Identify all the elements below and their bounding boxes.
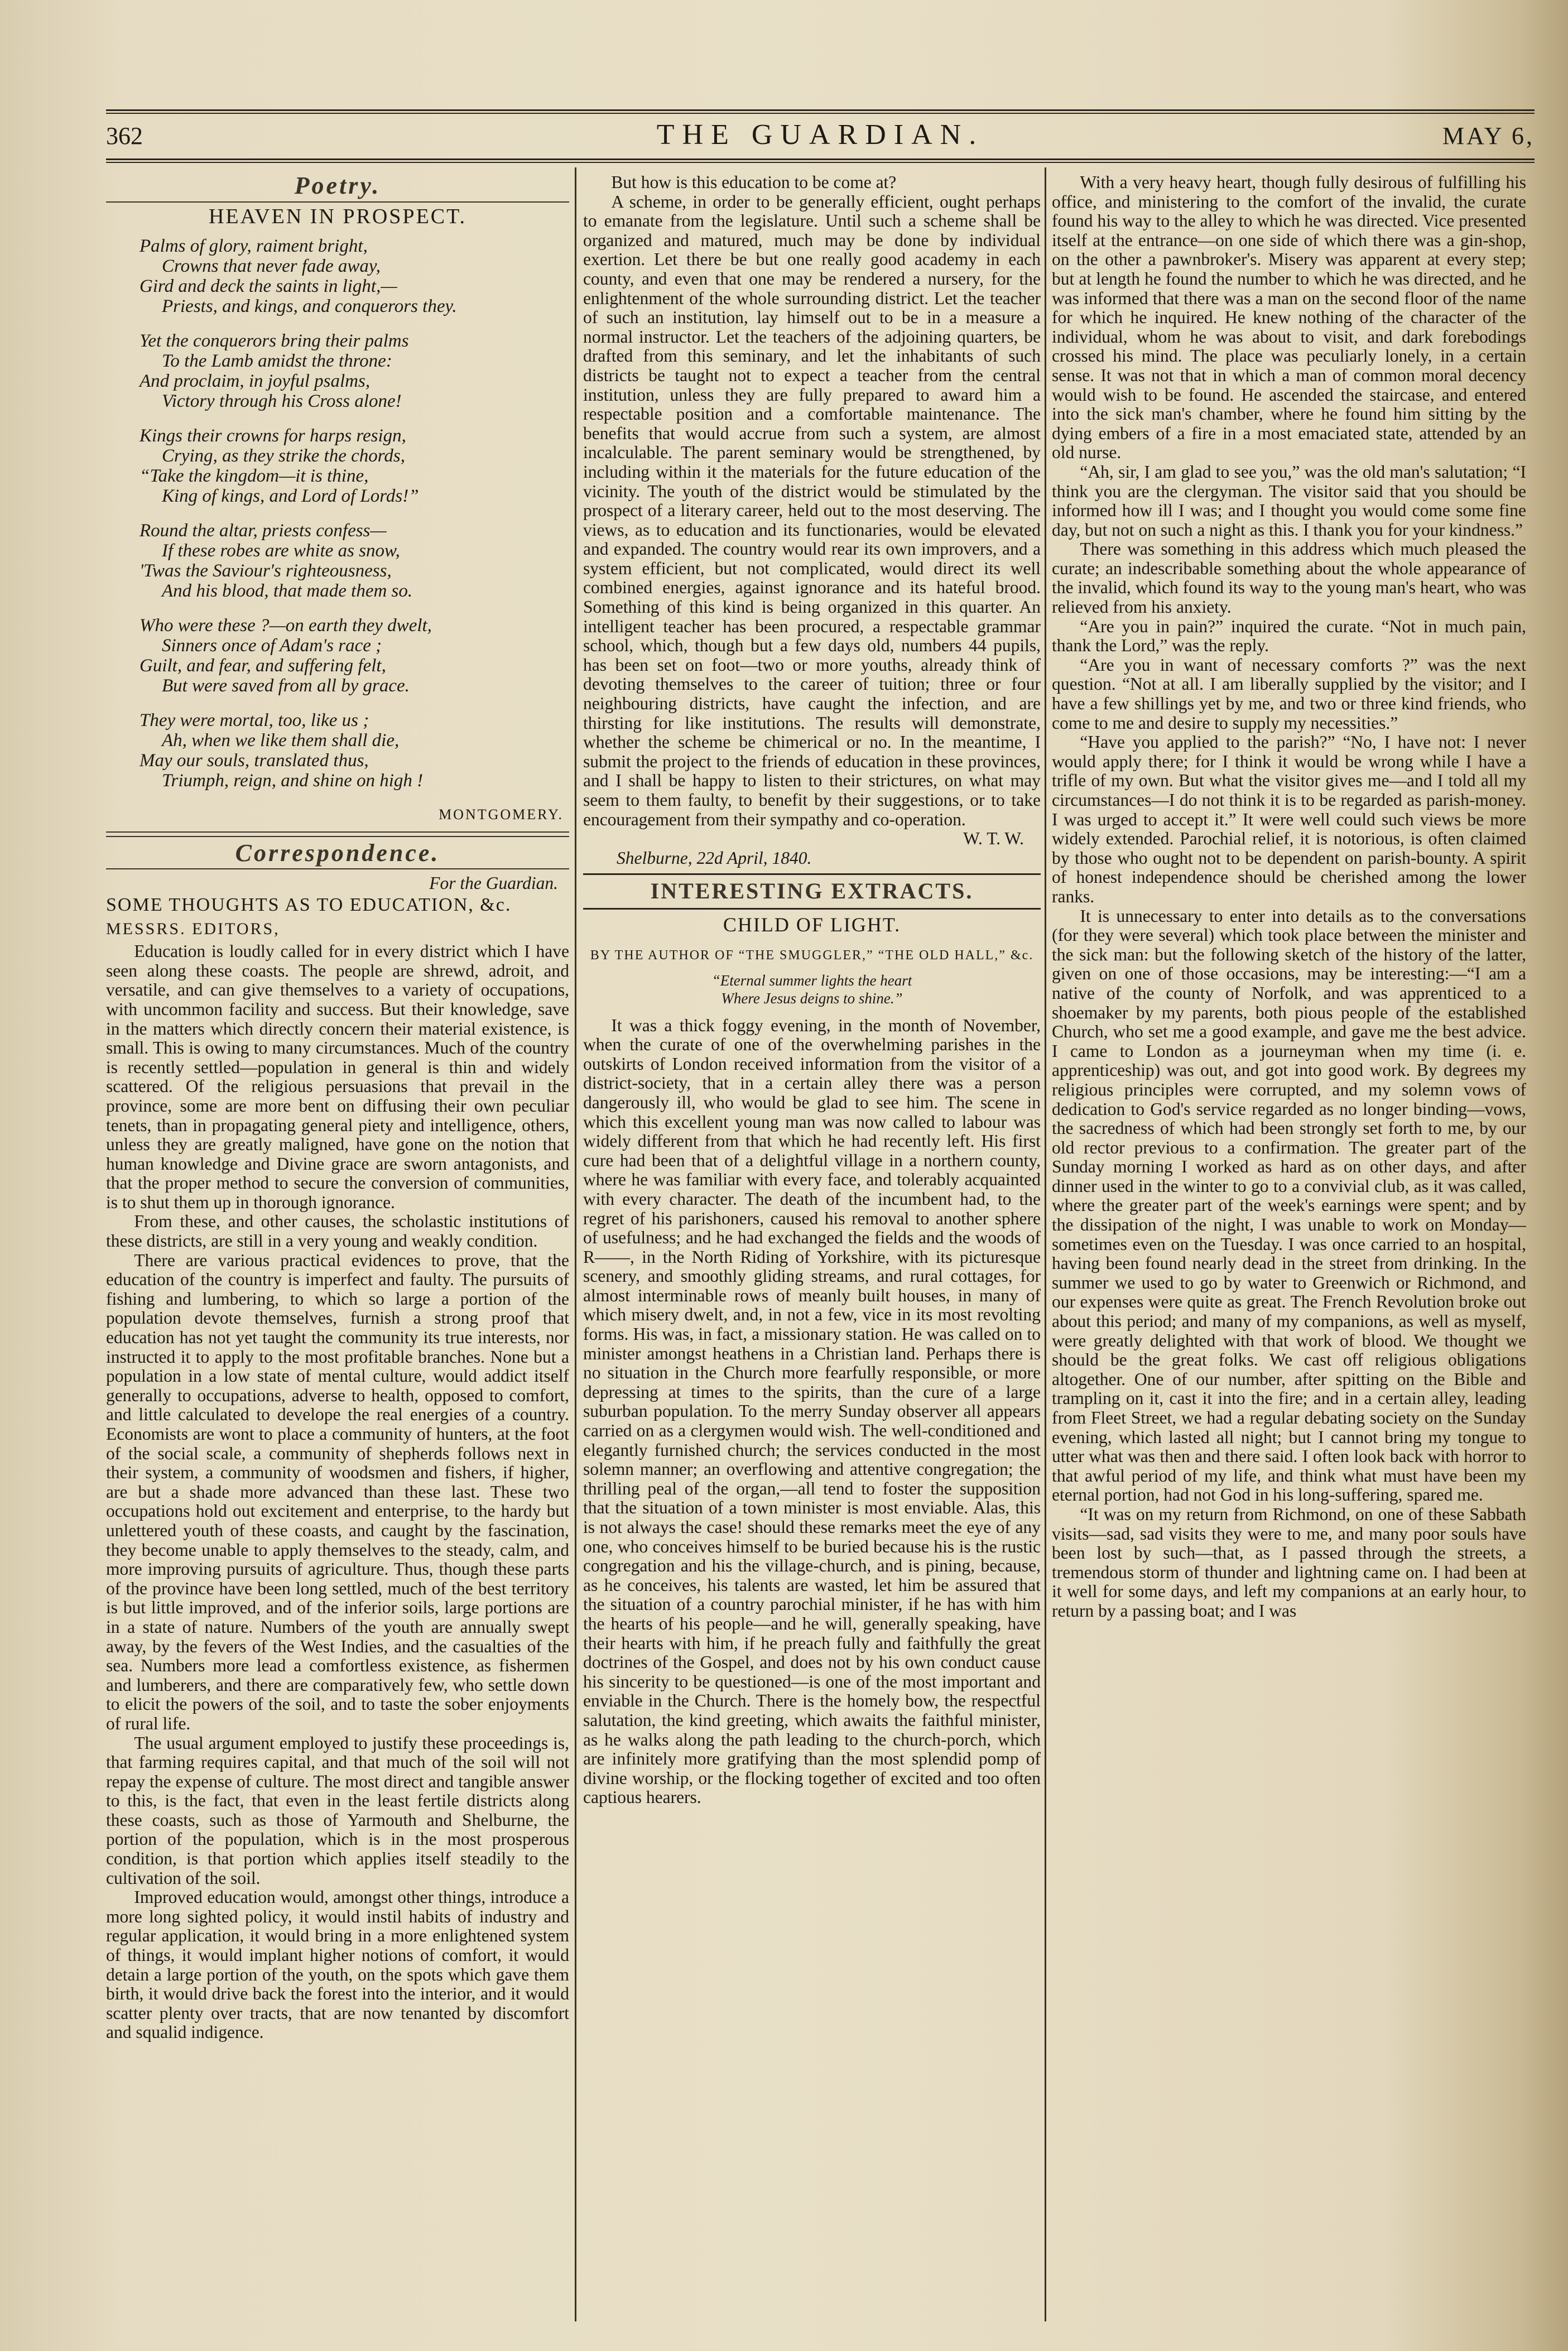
poem-line: Crowns that never fade away, bbox=[162, 256, 381, 277]
poem-line: If these robes are white as snow, bbox=[162, 541, 400, 561]
poem-line: Who were these ?—on earth they dwelt, bbox=[140, 616, 432, 636]
header-rule-bottom-thin bbox=[106, 162, 1535, 163]
poem-line: “Take the kingdom—it is thine, bbox=[140, 466, 369, 487]
poem-line: Victory through his Cross alone! bbox=[162, 391, 402, 412]
story-paragraph: It was a thick foggy evening, in the month of November, when the curate of one of the overwhelming parishes in the outskirts of London received information from the visitor of a district-society, that in a certain alley there was a person dangerously ill, who would be glad to see him. The scene in which this excellent young man was now called to labour was widely different from that which he had recently left. His first cure had been that of a delightful village in a northern county, where he was familiar with every face, and tolerably acquainted with every character. The death of the incumbent had, to the regret of his parishoners, caused his removal to another sphere of usefulness; and he had exchanged the fields and the woods of R——, in the North Riding of Yorkshire, with its picturesque scenery, and smoothly gliding streams, and rural cottages, for almost interminable rows of meanly built houses, in many of which misery dwelt, and, in not a few, vice in its most revolting forms. His was, in fact, a missionary station. He was called on to minister amongst heathens in a Christian land. Perhaps there is no situation in the Church more fearfully responsible, or more depressing at times to the spirits, than the cure of a large suburban population. To the merry Sunday observer all appears carried on as a clergymen would wish. The well-conditioned and elegantly furnished church; the services conducted in the most solemn manner; an overflowing and attentive congregation; the thrilling peal of the organ,—all tend to foster the supposition that the situation of a town minister is most enviable. Alas, this is not always the case! should these remarks meet the eye of any one, who conceives himself to be buried because his is the rustic congregation and his the village-church, and is pining, because, as he conceives, his talents are wasted, let him be assured that the situation of a country parochial minister, if he has with him the hearts of his people—and he will, generally speaking, have their hearts with him, if he preach fully and faithfully the great doctrines of the Gospel, and does not by his own conduct cause his sincerity to be questioned—is one of the most important and enviable in the Church. There is the homely bow, the respectful salutation, the kind greeting, which awaits the faithful minister, as he walks along the path leading to the church-porch, which are infinitely more gratifying than the most splendid pomp of divine worship, or the flocking together of excited and too often captious hearers. bbox=[583, 1015, 1041, 1807]
epigraph-line: “Eternal summer lights the heart bbox=[711, 972, 912, 989]
poem-line: Priests, and kings, and conquerors they. bbox=[162, 296, 457, 317]
column-divider-1 bbox=[575, 167, 576, 2321]
page-header bbox=[106, 118, 1535, 152]
salutation: MESSRS. EDITORS, bbox=[106, 919, 280, 938]
poem-stanza bbox=[140, 426, 569, 506]
poem-stanza bbox=[140, 710, 569, 791]
story-title: CHILD OF LIGHT. bbox=[723, 913, 901, 936]
poetry-section-heading: Poetry. bbox=[294, 173, 381, 199]
story-paragraph: “Have you applied to the parish?” “No, I have not: I never would apply there; for I think it would be wrong while I have a trifle of my own. But what the visitor gives me—and I told all my circumstances—I do not think it is to be regarded as parish-money. I was urged to accept it.” It were well could such views be more widely extended. Parochial relief, it is notorious, is often claimed by those who ought not to be dependent on parish-bounty. A spirit of honest independence should be cherished among the lower ranks. bbox=[1052, 732, 1526, 906]
story-paragraph: It is unnecessary to enter into details as to the conversations (for they were several) which took place between the minister and the sick man: but the following sketch of the history of the latter, given on one of those occasions, may be interesting:—“I am a native of the county of Norfolk, and was apprenticed to a shoemaker by my parents, both pious people of the established Church, who set me a good example, and gave me the best advice. I came to London as a journeyman when my time (i. e. apprenticeship) was out, and got into good work. By degrees my religious principles were corrupted, and my solemn vows of dedication to God's service regarded as no longer binding—vows, the sacredness of which had been strongly set forth to me, by our old rector previous to a confirmation. The greater part of the Sunday morning I worked as hard as on other days, and after dinner used in the winter to go to a convivial club, as it was called, where the greater part of the week's earnings were spent; and by the dissipation of the night, I was unable to work on Monday—sometimes even on the Tuesday. I was once carried to an hospital, having been found nearly dead in the street from drinking. In the summer we used to go by water to Greenwich or Richmond, and our expenses were quite as great. The French Revolution broke out about this period; and many of my companions, as well as myself, were greatly delighted with that work of blood. We thought we should be the great folks. We cast off religious obligations altogether. One of our number, after spitting on the Bible and trampling on it, cast it into the fire; and in a certain alley, leading from Fleet Street, we had a regular debating society on the Sunday evening, which lasted all night; but I cannot bring my tongue to utter what was then and there said. I often look back with horror to that awful period of my life, and think what must have been my eternal portion, had not God in his long-suffering, spared me. bbox=[1052, 906, 1526, 1505]
story-paragraph: With a very heavy heart, though fully desirous of fulfilling his office, and ministering to the comfort of the invalid, the curate found his way to the alley to which he was directed. Vice presented itself at the entrance—on one side of which there was a gin-shop, on the other a pawnbroker's. Misery was apparent at every step; but at length he found the number to which he was directed, and he was informed that there was a man on the second floor of the name for which he inquired. He knew nothing of the character of the individual, whom he was about to visit, and dark forebodings crossed his mind. The place was peculiarly lonely, in a certain sense. It was not that in which a man of common moral decency would wish to be found. He ascended the staircase, and entered into the sick man's chamber, where he found him sitting by the dying embers of a fire in a most emaciated state, attended by an old nurse. bbox=[1052, 173, 1526, 463]
issue-date: MAY 6, bbox=[1442, 122, 1535, 150]
poem-line: Triumph, reign, and shine on high ! bbox=[162, 771, 424, 791]
story-paragraph: “Are you in pain?” inquired the curate. “Not in much pain, thank the Lord,” was the reply. bbox=[1052, 616, 1526, 656]
header-rule-top-thin bbox=[106, 113, 1535, 114]
newspaper-title: THE GUARDIAN. bbox=[656, 119, 984, 151]
poem-line: Sinners once of Adam's race ; bbox=[162, 636, 382, 656]
article-paragraph: The usual argument employed to justify these proceedings is, that farming requires capital, and that much of the soil will not repay the expense of culture. The most direct and tangible answer to this, is the fact, that even in the least fertile districts along these coasts, such as those of Yarmouth and Shelburne, the portion of the population, which is in the most prosperous condition, is that portion which applies itself steadily to the cultivation of the soil. bbox=[106, 1733, 569, 1888]
article-dateline: Shelburne, 22d April, 1840. bbox=[617, 848, 812, 868]
story-paragraph: There was something in this address which much pleased the curate; an indescribable something about the whole appearance of the invalid, which found its way to the young man's heart, who was relieved from his anxiety. bbox=[1052, 539, 1526, 617]
poem-line: To the Lamb amidst the throne: bbox=[162, 351, 392, 372]
poetry-rule bbox=[106, 201, 569, 203]
correspondence-section-heading: Correspondence. bbox=[235, 839, 440, 867]
article-paragraph: Improved education would, amongst other things, introduce a more long sighted policy, it would instil habits of industry and regular application, it would bring in a more enlightened system of things, it would implant higher notions of comfort, it would detain a large portion of the youth, on the spots which gave them birth, it would drive back the forest into the interior, and it would scatter plenty over tracts, that are now tenanted by discomfort and squalid indigence. bbox=[106, 1887, 569, 2042]
poem-stanza bbox=[140, 521, 569, 601]
poem-line: May our souls, translated thus, bbox=[140, 751, 369, 771]
poem-stanza bbox=[140, 331, 569, 411]
story-epigraph bbox=[583, 972, 1041, 1007]
poem-line: But were saved from all by grace. bbox=[162, 676, 410, 696]
column-2 bbox=[583, 173, 1041, 2310]
column-divider-2 bbox=[1045, 167, 1046, 2321]
poem-line: Palms of glory, raiment bright, bbox=[140, 236, 368, 257]
story-byline: BY THE AUTHOR OF “THE SMUGGLER,” “THE OLD HALL,” &c. bbox=[590, 948, 1034, 963]
header-rule-top bbox=[106, 109, 1535, 111]
poem-line: Crying, as they strike the chords, bbox=[162, 446, 405, 467]
article-title: SOME THOUGHTS AS TO EDUCATION, &c. bbox=[106, 894, 512, 915]
article-paragraph: A scheme, in order to be generally efficient, ought perhaps to emanate from the legislature. Until such a scheme shall be organized and matured, much may be done by individual exertion. Let there be but one really good academy in each county, and even that one may be rendered a nursery, for the enlightenment of the whole surrounding district. Let the teacher of such an institution, lay himself out to be in a measure a normal instructor. Let the teachers of the adjoining quarters, be drafted from this seminary, and let the inhabitants of such districts be taught not to expect a teacher from the central institution, unless they are fully prepared to award him a respectable position and a comfortable maintenance. The benefits that would accrue from such a system, are almost incalculable. The parent seminary would be strengthened, by including within it the materials for the future education of the vicinity. The youth of the district would be stimulated by the prospect of a literary career, held out to the most deserving. The views, as to education and its functionaries, would be elevated and expanded. The country would rear its own improvers, and a system efficient, but not complicated, would direct its well combined energies, against ignorance and its hateful brood. Something of this kind is being organized in this quarter. An intelligent teacher has been procured, a respectable grammar school, which, though but a few days old, numbers 44 pupils, has been set on foot—two or more youths, already think of devoting themselves to the career of tuition; three or four neighbouring districts, have caught the infection, and are thirsting for like institutions. The results will demonstrate, whether the scheme be chimerical or no. In the meantime, I submit the project to the friends of education in these provinces, and I shall be happy to listen to their strictures, on what may seem to them faulty, to benefit by their suggestions, or to take encouragement from their sympathy and co-operation. bbox=[583, 191, 1041, 829]
epigraph-line: Where Jesus deigns to shine.” bbox=[721, 989, 903, 1007]
story-paragraph: “It was on my return from Richmond, on one of these Sabbath visits—sad, sad visits they were to me, and many poor souls have been lost by such—that, as I passed through the streets, a tremendous storm of thunder and lightning came on. I had been at it well for some days, and left my companions at an early hour, to return by a passing boat; and I was bbox=[1052, 1504, 1526, 1621]
column-1 bbox=[106, 173, 569, 2310]
poem-line: Gird and deck the saints in light,— bbox=[140, 276, 397, 297]
poem-line: Round the altar, priests confess— bbox=[140, 521, 387, 541]
poem-line: Yet the conquerors bring their palms bbox=[140, 331, 409, 352]
correspondence-rule bbox=[106, 868, 569, 869]
poem-line: Ah, when we like them shall die, bbox=[162, 730, 400, 751]
poem-body bbox=[140, 236, 569, 791]
header-rule-bottom bbox=[106, 158, 1535, 160]
poem-line: And proclaim, in joyful psalms, bbox=[140, 371, 371, 392]
page-number: 362 bbox=[106, 122, 143, 150]
article-paragraph: There are various practical evidences to prove, that the education of the country is imperfect and faulty. The pursuits of fishing and lumbering, to which so large a portion of the population devote themselves, furnish a strong proof that education has not yet taught the community its true interests, nor instructed it to apply to the most profitable branches. None but a population in a low state of mental culture, would addict itself generally to occupations, adverse to health, opposed to comfort, and little calculated to develope the real energies of a country. Economists are wont to place a community of hunters, at the foot of the social scale, a community of shepherds follows next in their system, a community of woodsmen and fishers, if higher, are but a shade more advanced than these last. These two occupations hold out excitement and enterprise, to the hardy but unlettered youth of these coasts, and caught by the fascination, they become unable to apply themselves to the steady, calm, and more improving pursuits of agriculture. Thus, though these parts of the province have been long settled, much of the best territory is but little improved, and of the inferior soils, large portions are in a state of nature. Numbers of the youth are annually swept away, by the fevers of the West Indies, and the casualties of the sea. Numbers more lead a comfortless existence, as fishermen and lumberers, and there are comparatively few, who settle down to elicit the powers of the soil, and to taste the sober enjoyments of rural life. bbox=[106, 1250, 569, 1733]
poem-line: And his blood, that made them so. bbox=[162, 581, 413, 602]
poem-line: King of kings, and Lord of Lords!” bbox=[162, 486, 419, 507]
poem-stanza bbox=[140, 236, 569, 316]
article-paragraph: From these, and other causes, the scholastic institutions of these districts, are still in a very young and weakly condition. bbox=[106, 1211, 569, 1251]
article-paragraph: Education is loudly called for in every district which I have seen along these coasts. The people are shrewd, adroit, and versatile, and can give themselves to a variety of occupations, with uncommon facility and success. But their knowledge, save in the matters which directly concern their material existence, is small. This is owing to many circumstances. Much of the country is recently settled—population in general is thin and widely scattered. Of the religious persuasions that prevail in the province, some are more bent on diffusing their own peculiar tenets, than in propagating general piety and intelligence, others, unless they are greatly maligned, have gone on the notion that human knowledge and Divine grace are sworn antagonists, and that the proper method to secure the conversion of communities, is to shut them up in thorough ignorance. bbox=[106, 941, 569, 1212]
poem-title: HEAVEN IN PROSPECT. bbox=[208, 204, 467, 228]
story-paragraph: “Ah, sir, I am glad to see you,” was the old man's salutation; “I think you are the clergyman. The visitor said that you should be informed how ill I was; and I thought you would come some fine day, but not on such a night as this. I thank you for your kindness.” bbox=[1052, 461, 1526, 540]
story-paragraph: “Are you in want of necessary comforts ?” was the next question. “Not at all. I am liberally supplied by the visitor; and I have a few shillings yet by me, and two or three kind friends, who come to me and desire to supply my necessities.” bbox=[1052, 655, 1526, 733]
column-3 bbox=[1052, 173, 1526, 2310]
poem-line: 'Twas the Saviour's righteousness, bbox=[140, 561, 392, 581]
extracts-section-heading: INTERESTING EXTRACTS. bbox=[583, 873, 1041, 910]
article-paragraph: But how is this education to be come at? bbox=[611, 173, 897, 192]
poem-line: Guilt, and fear, and suffering felt, bbox=[140, 656, 386, 676]
article-signature: W. T. W. bbox=[963, 829, 1024, 849]
article-byline: For the Guardian. bbox=[429, 873, 558, 893]
section-double-rule bbox=[106, 831, 569, 837]
poem-stanza bbox=[140, 616, 569, 696]
poem-line: They were mortal, too, like us ; bbox=[140, 710, 369, 731]
poem-author: MONTGOMERY. bbox=[439, 806, 564, 823]
poem-line: Kings their crowns for harps resign, bbox=[140, 426, 406, 446]
